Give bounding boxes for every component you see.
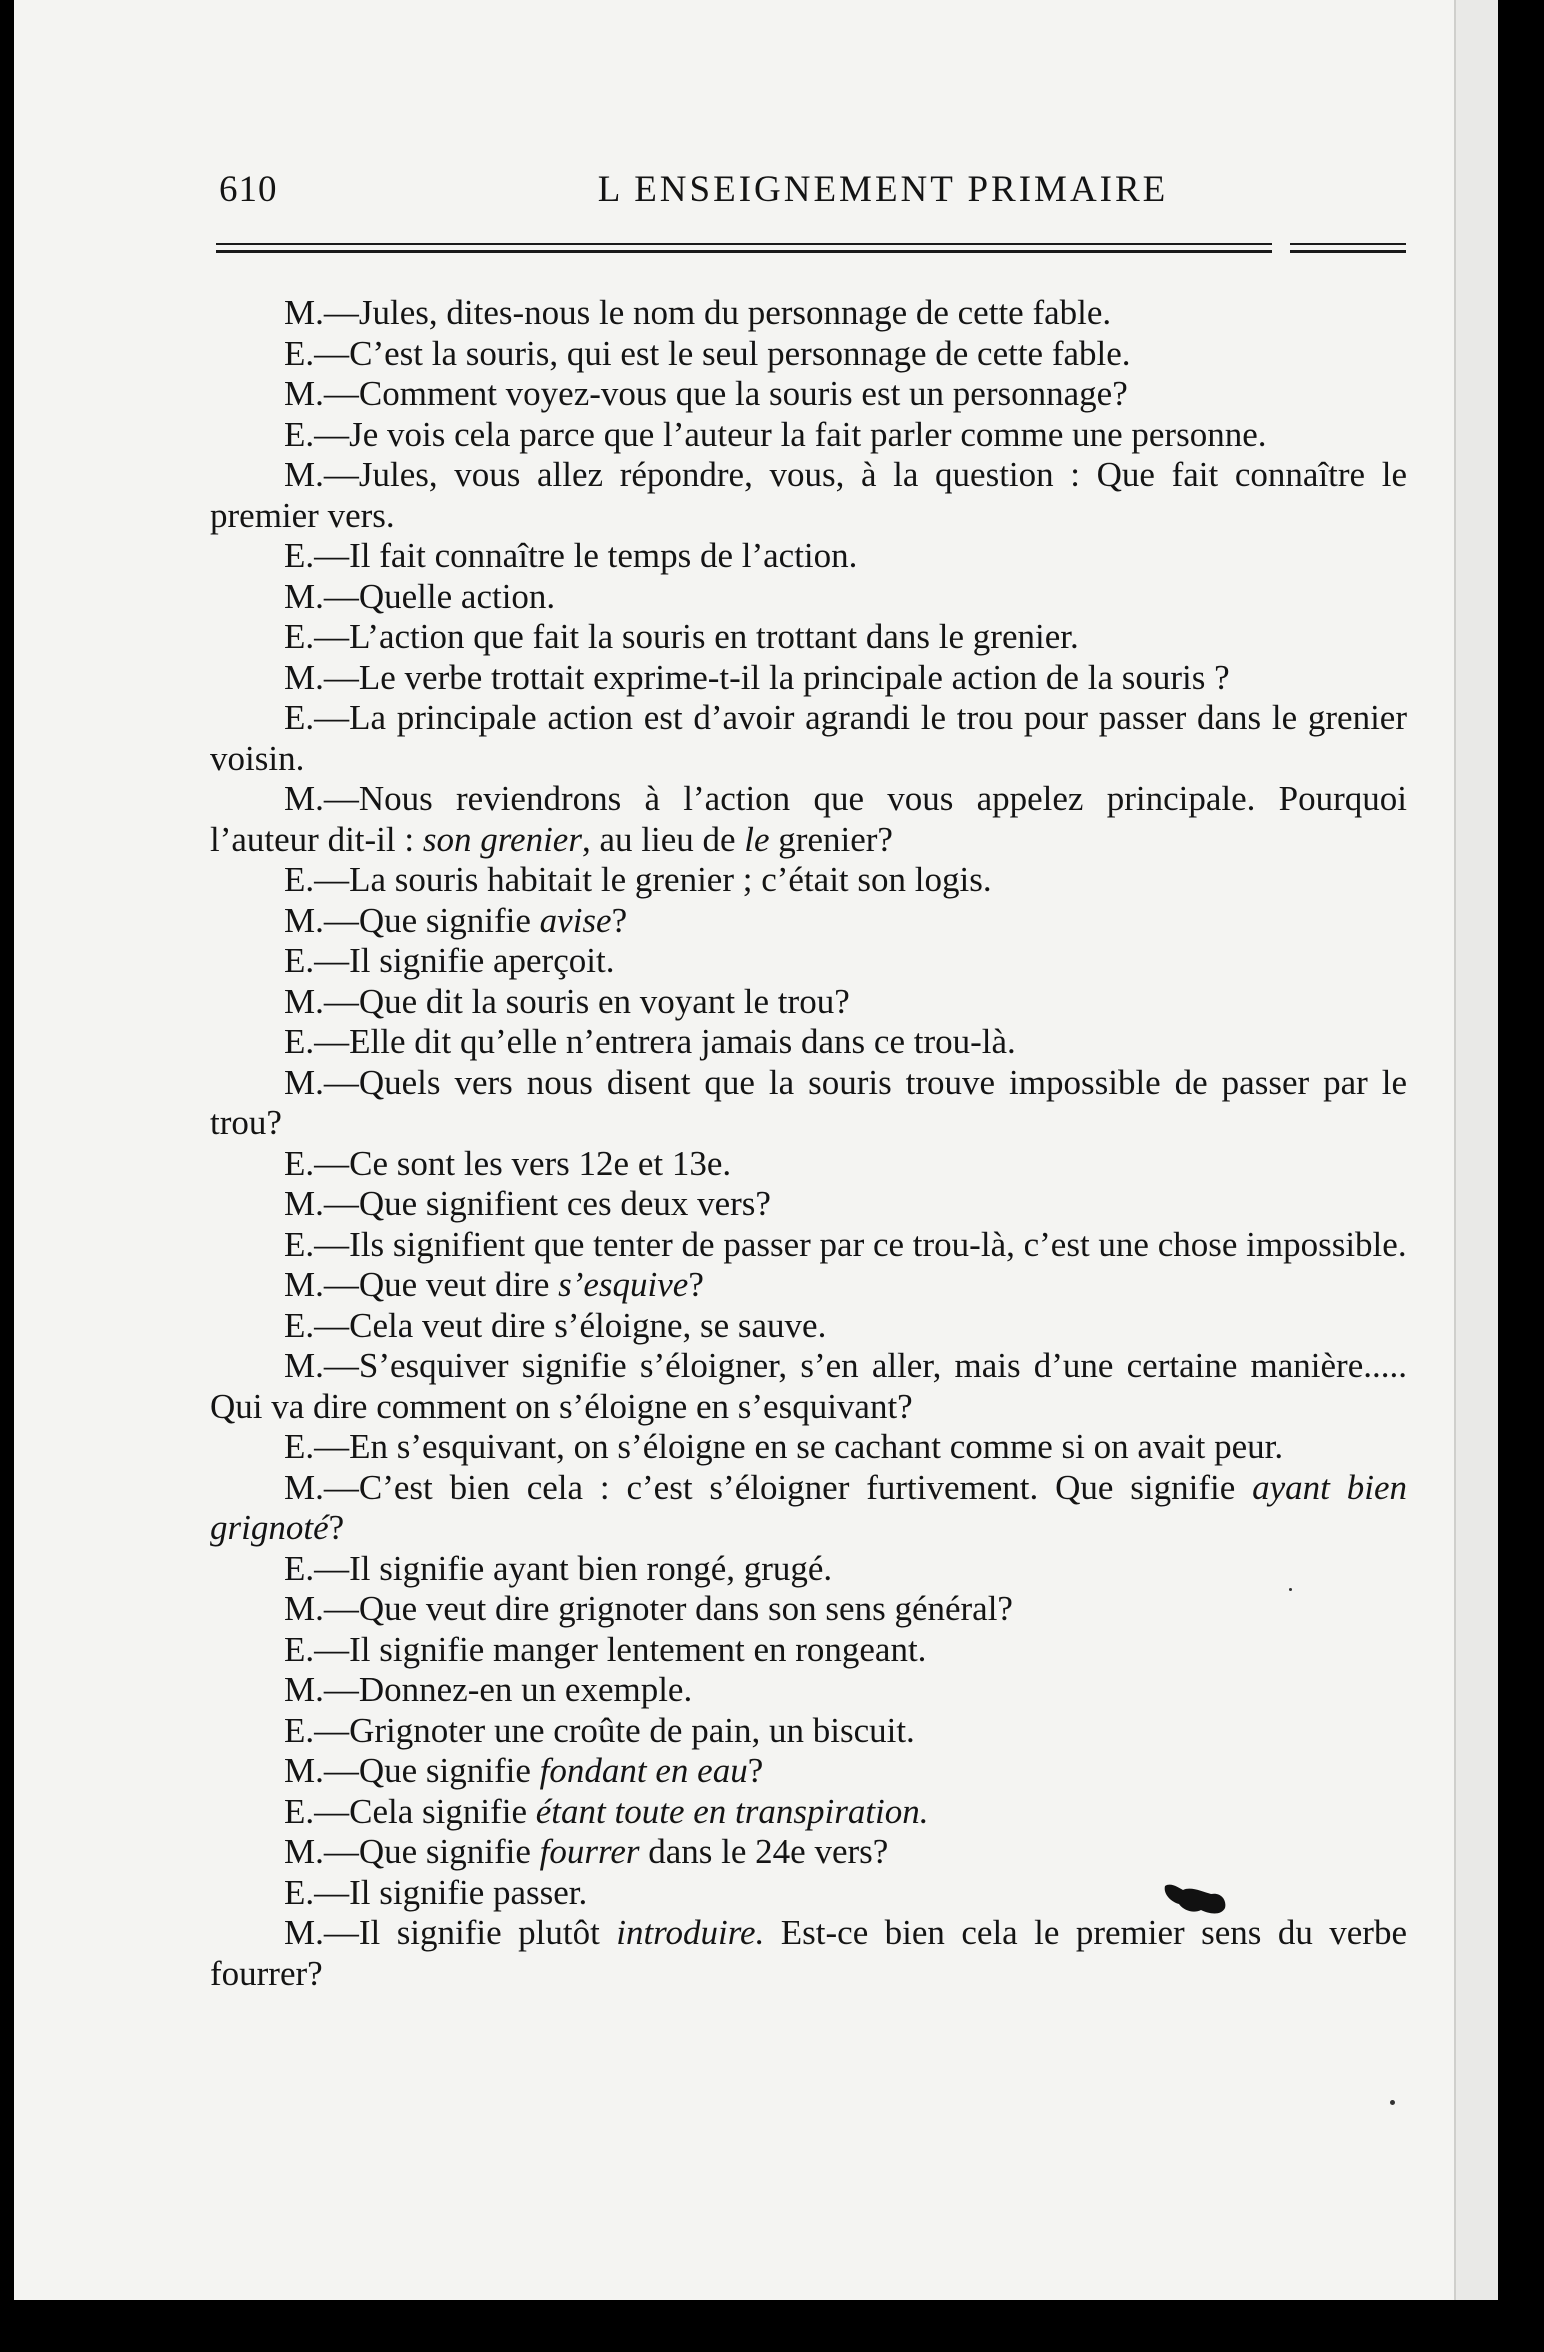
dialogue-text: M.—Que veut dire — [284, 1265, 559, 1304]
italic-term: fourrer — [539, 1832, 640, 1871]
dialogue-line — [210, 1427, 1407, 1468]
dialogue-line — [210, 1832, 1407, 1873]
dialogue-text: M.—Il signifie plutôt — [284, 1913, 617, 1952]
dialogue-line — [210, 1751, 1407, 1792]
dialogue-line — [210, 1225, 1407, 1266]
dialogue-text: M.—Comment voyez-vous que la souris est un personnage? — [284, 374, 1128, 413]
scanned-page — [14, 0, 1498, 2300]
dialogue-line — [210, 658, 1407, 699]
italic-term: fondant en eau — [539, 1751, 748, 1790]
dialogue-text: E.—Ce sont les vers 12e et 13e. — [284, 1143, 732, 1183]
dialogue-line — [210, 1670, 1407, 1711]
header-rule-gap — [1272, 242, 1290, 256]
dialogue-line — [210, 1711, 1407, 1752]
dialogue-line — [210, 1144, 1407, 1185]
dialogue-line — [210, 577, 1407, 618]
dialogue-line — [210, 901, 1407, 942]
dialogue-text: E.—Il signifie manger lentement en rongeant. — [284, 1629, 927, 1669]
italic-term: avise — [539, 900, 612, 940]
page-number: 610 — [219, 169, 278, 210]
dialogue-body — [210, 293, 1407, 1994]
dialogue-line — [210, 941, 1407, 982]
dialogue-text: M.—Que veut dire grignoter dans son sens général? — [284, 1589, 1013, 1628]
page-edge-shadow — [1454, 0, 1498, 2300]
page-header — [219, 168, 1407, 220]
header-rule-thick — [216, 250, 1406, 253]
dialogue-text: E.—C’est la souris, qui est le seul personnage de cette fable. — [284, 333, 1131, 373]
dialogue-text: E.—Cela signifie — [284, 1791, 536, 1831]
dialogue-text: M.—S’esquiver signifie s’éloigner, s’en aller, mais d’une certaine manière..... Qui va dire comment on s’éloigne en s’esquivant? — [210, 1346, 1407, 1426]
dialogue-line — [210, 374, 1407, 415]
dialogue-line — [210, 1022, 1407, 1063]
dialogue-line — [210, 1184, 1407, 1225]
dialogue-text: E.—Il signifie passer. — [284, 1872, 588, 1912]
dialogue-text: E.—L’action que fait la souris en trottant dans le grenier. — [284, 617, 1079, 656]
dialogue-line — [210, 698, 1407, 779]
dialogue-text: M.—Le verbe trottait exprime-t-il la principale action de la souris ? — [284, 657, 1230, 697]
dialogue-line — [210, 1549, 1407, 1590]
dialogue-text: E.—Il fait connaître le temps de l’action. — [284, 536, 858, 575]
dialogue-text: E.—Il signifie aperçoit. — [284, 941, 615, 980]
dialogue-text: E.—Il signifie ayant bien rongé, grugé. — [284, 1548, 833, 1588]
dialogue-line — [210, 1792, 1407, 1833]
ink-blot — [1161, 1880, 1231, 1920]
dialogue-text: ? — [611, 900, 628, 940]
dialogue-text: M.—Jules, dites-nous le nom du personnage de cette fable. — [284, 293, 1112, 332]
dialogue-text: M.—Quelle action. — [284, 576, 556, 616]
italic-term: introduire. — [616, 1913, 765, 1952]
dialogue-text: E.—Cela veut dire s’éloigne, se sauve. — [284, 1305, 827, 1345]
dialogue-text: ? — [747, 1751, 764, 1790]
dialogue-text: E.—La principale action est d’avoir agrandi le trou pour passer dans le grenier voisin. — [210, 698, 1407, 778]
dialogue-text: grenier? — [769, 819, 893, 859]
dialogue-line — [210, 1468, 1407, 1549]
dialogue-line — [210, 1913, 1407, 1994]
dialogue-line — [210, 293, 1407, 334]
header-rule-thin — [216, 243, 1406, 245]
dialogue-text: E.—Ils signifient que tenter de passer par ce trou-là, c’est une chose impossible. — [284, 1224, 1407, 1264]
dialogue-text: E.—En s’esquivant, on s’éloigne en se cachant comme si on avait peur. — [284, 1427, 1284, 1466]
dialogue-line — [210, 982, 1407, 1023]
italic-term: ayant bien grignoté — [210, 1467, 1407, 1547]
dialogue-text: M.—Que signifient ces deux vers? — [284, 1184, 771, 1223]
speck-mark — [1390, 2100, 1395, 2105]
dialogue-line — [210, 860, 1407, 901]
dialogue-line — [210, 617, 1407, 658]
italic-term: s’esquive — [558, 1265, 689, 1304]
dialogue-text: M.—Que dit la souris en voyant le trou? — [284, 981, 850, 1021]
dialogue-text: M.—Que signifie — [284, 900, 540, 940]
running-title: L ENSEIGNEMENT PRIMAIRE — [597, 169, 1169, 210]
dialogue-line — [210, 1265, 1407, 1306]
dialogue-text: E.—Grignoter une croûte de pain, un biscuit. — [284, 1710, 915, 1750]
speck-mark — [1289, 1588, 1292, 1591]
dialogue-text: M.—Jules, vous allez répondre, vous, à la question : Que fait connaître le premier vers. — [210, 455, 1407, 535]
dialogue-text: M.—C’est bien cela : c’est s’éloigner furtivement. Que signifie — [284, 1467, 1253, 1507]
dialogue-text: M.—Donnez-en un exemple. — [284, 1670, 693, 1709]
dialogue-line — [210, 415, 1407, 456]
dialogue-line — [210, 1306, 1407, 1347]
dialogue-text: M.—Que signifie — [284, 1751, 540, 1790]
dialogue-text: E.—La souris habitait le grenier ; c’était son logis. — [284, 860, 992, 899]
dialogue-text: ? — [328, 1508, 345, 1547]
italic-term: le — [744, 819, 770, 859]
dialogue-line — [210, 1630, 1407, 1671]
dialogue-line — [210, 1346, 1407, 1427]
dialogue-text: M.—Quels vers nous disent que la souris trouve impossible de passer par le trou? — [210, 1062, 1407, 1142]
dialogue-line — [210, 1589, 1407, 1630]
dialogue-text: M.—Nous reviendrons à l’action que vous appelez principale. Pourquoi l’auteur dit-il : — [210, 779, 1407, 859]
dialogue-text: Est-ce bien cela le premier sens du verbe fourrer? — [210, 1913, 1408, 1993]
dialogue-text: E.—Elle dit qu’elle n’entrera jamais dans ce trou-là. — [284, 1022, 1016, 1061]
dialogue-text: dans le 24e vers? — [639, 1832, 889, 1871]
dialogue-text: , au lieu de — [581, 819, 745, 859]
dialogue-line — [210, 334, 1407, 375]
italic-term: son grenier — [422, 819, 582, 859]
dialogue-line — [210, 1063, 1407, 1144]
dialogue-line — [210, 779, 1407, 860]
dialogue-text: M.—Que signifie — [284, 1832, 540, 1871]
dialogue-text: E.—Je vois cela parce que l’auteur la fait parler comme une personne. — [284, 414, 1267, 454]
italic-term: étant toute en transpiration. — [535, 1791, 929, 1831]
dialogue-text: ? — [688, 1265, 704, 1304]
dialogue-line — [210, 455, 1407, 536]
dialogue-line — [210, 536, 1407, 577]
